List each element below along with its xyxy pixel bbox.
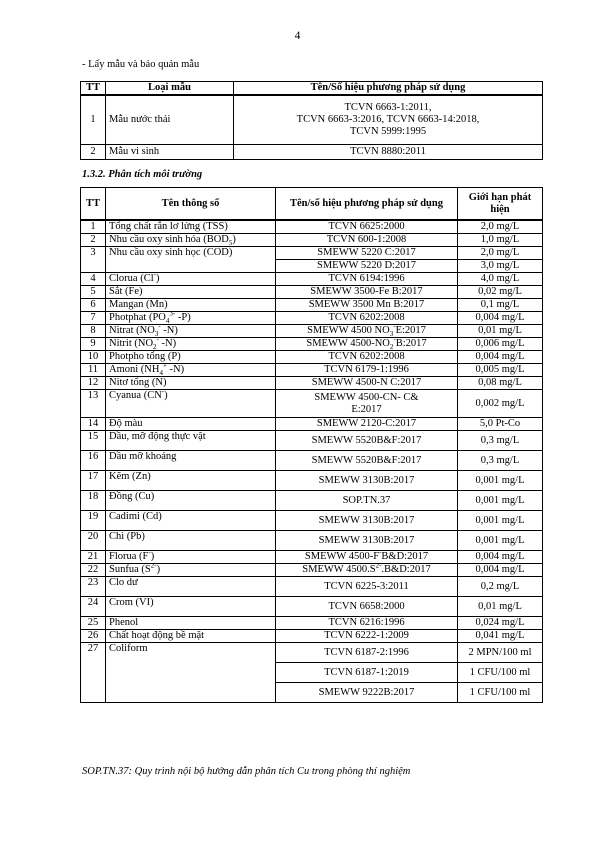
table-row xyxy=(81,471,543,491)
analysis-table xyxy=(80,187,543,703)
row-detection-limit: 0,041 mg/L xyxy=(458,630,543,643)
table-row xyxy=(81,234,543,247)
row-method: SOP.TN.37 xyxy=(276,491,458,511)
row-parameter: Crom (VI) xyxy=(106,597,276,617)
row-tt: 24 xyxy=(81,597,106,617)
row-detection-limit: 5,0 Pt-Co xyxy=(458,418,543,431)
row-method: TCVN 6222-1:2009 xyxy=(276,630,458,643)
row-detection-limit: 0,001 mg/L xyxy=(458,491,543,511)
table-row xyxy=(81,390,543,418)
row-tt: 10 xyxy=(81,351,106,364)
row-detection-limit: 0,004 mg/L xyxy=(458,312,543,325)
row-tt: 18 xyxy=(81,491,106,511)
row-detection-limit: 0,01 mg/L xyxy=(458,597,543,617)
row-parameter: Tổng chất rắn lơ lửng (TSS) xyxy=(106,220,276,234)
row-detection-limit: 0,001 mg/L xyxy=(458,511,543,531)
row-parameter: Clorua (Cl-) xyxy=(106,273,276,286)
row-detection-limit: 0,3 mg/L xyxy=(458,451,543,471)
table-row xyxy=(81,325,543,338)
row-tt: 13 xyxy=(81,390,106,418)
row-method: SMEWW $4500-NO_2^-B:2017$ xyxy=(276,338,458,351)
row-method: TCVN 6194:1996 xyxy=(276,273,458,286)
row-detection-limit: 0,006 mg/L xyxy=(458,338,543,351)
table-row xyxy=(81,377,543,390)
row-parameter: Dầu, mỡ động thực vật xyxy=(106,431,276,451)
table-row xyxy=(81,577,543,597)
section-title: 1.3.2. Phân tích môi trường xyxy=(82,169,203,180)
row-tt: 11 xyxy=(81,364,106,377)
row-detection-limit: 0,08 mg/L xyxy=(458,377,543,390)
row-parameter: Sunfua $(S^{2-})$ xyxy=(106,564,276,577)
row-detection-limit: 1 CFU/100 ml xyxy=(458,683,543,703)
row-detection-limit: 1,0 mg/L xyxy=(458,234,543,247)
table-row xyxy=(81,220,543,234)
row-tt: 17 xyxy=(81,471,106,491)
row-parameter: Phenol xyxy=(106,617,276,630)
row-parameter: Đồng (Cu) xyxy=(106,491,276,511)
row-method: SMEWW 4500-CN- C& E:2017 xyxy=(276,390,458,418)
table-row xyxy=(81,630,543,643)
row-method: SMEWW 5220 C:2017 xyxy=(276,247,458,260)
row-tt: 15 xyxy=(81,431,106,451)
row-tt: 14 xyxy=(81,418,106,431)
header-tt: TT xyxy=(81,82,106,96)
row-method: SMEWW 3130B:2017 xyxy=(276,471,458,491)
row-tt: 1 xyxy=(81,95,106,145)
row-method: TCVN 6179-1:1996 xyxy=(276,364,458,377)
row-parameter: Nitrat ($NO_3^-$ -N) xyxy=(106,325,276,338)
row-tt: 26 xyxy=(81,630,106,643)
table-row xyxy=(81,597,543,617)
row-method: SMEWW 3500-Fe B:2017 xyxy=(276,286,458,299)
row-method: TCVN 6187-2:1996 xyxy=(276,643,458,663)
row-parameter: Florua (F-) xyxy=(106,551,276,564)
header-method: Tên/Số hiệu phương pháp sử dụng xyxy=(234,82,543,96)
row-tt: 5 xyxy=(81,286,106,299)
table-header-row xyxy=(81,82,543,96)
table-header-row xyxy=(81,188,543,221)
table-row xyxy=(81,418,543,431)
row-parameter: Nhu cầu oxy sinh học (COD) xyxy=(106,247,276,273)
row-tt: 2 xyxy=(81,145,106,160)
row-method xyxy=(234,95,543,145)
row-method: SMEWW 4500 $NO_3^-E:2017$ xyxy=(276,325,458,338)
sampling-table xyxy=(80,81,543,160)
row-sample-type: Mẫu vi sinh xyxy=(106,145,234,160)
row-parameter: Chất hoạt động bề mặt xyxy=(106,630,276,643)
row-detection-limit: 3,0 mg/L xyxy=(458,260,543,273)
row-detection-limit: 2,0 mg/L xyxy=(458,247,543,260)
row-parameter: Clo dư xyxy=(106,577,276,597)
row-parameter: Cyanua (CN-) xyxy=(106,390,276,418)
row-tt: 25 xyxy=(81,617,106,630)
row-parameter: Dầu mỡ khoáng xyxy=(106,451,276,471)
row-parameter: Sắt (Fe) xyxy=(106,286,276,299)
row-tt: 22 xyxy=(81,564,106,577)
row-tt: 16 xyxy=(81,451,106,471)
row-detection-limit: 1 CFU/100 ml xyxy=(458,663,543,683)
row-parameter: Nhu cầu oxy sinh hóa $(BOD_5)$ xyxy=(106,234,276,247)
table-row xyxy=(81,95,543,145)
table-row xyxy=(81,351,543,364)
row-sample-type: Mẫu nước thải xyxy=(106,95,234,145)
table-row xyxy=(81,286,543,299)
row-method: SMEWW 3500 Mn B:2017 xyxy=(276,299,458,312)
row-tt: 27 xyxy=(81,643,106,703)
row-detection-limit: 0,001 mg/L xyxy=(458,531,543,551)
table-row xyxy=(81,643,543,663)
footnote: SOP.TN.37: Quy trình nội bộ hướng dẫn phân tích Cu trong phòng thí nghiệm xyxy=(82,766,411,777)
row-parameter: Amoni ($NH_4^+$ -N) xyxy=(106,364,276,377)
row-tt: 9 xyxy=(81,338,106,351)
row-tt: 2 xyxy=(81,234,106,247)
table-row xyxy=(81,145,543,160)
row-method: TCVN 6625:2000 xyxy=(276,220,458,234)
row-tt: 23 xyxy=(81,577,106,597)
method-line: TCVN 6663-1:2011, xyxy=(344,102,432,113)
header-parameter: Tên thông số xyxy=(106,188,276,221)
row-detection-limit: 0,3 mg/L xyxy=(458,431,543,451)
row-detection-limit: 0,001 mg/L xyxy=(458,471,543,491)
row-method: SMEWW 9222B:2017 xyxy=(276,683,458,703)
row-tt: 12 xyxy=(81,377,106,390)
row-detection-limit: 0,1 mg/L xyxy=(458,299,543,312)
header-detection-limit: Giới hạn phát hiện xyxy=(458,188,543,221)
row-method: TCVN 6187-1:2019 xyxy=(276,663,458,683)
table-row xyxy=(81,273,543,286)
row-detection-limit: 2,0 mg/L xyxy=(458,220,543,234)
table-row xyxy=(81,551,543,564)
table-row xyxy=(81,564,543,577)
row-method: TCVN 6658:2000 xyxy=(276,597,458,617)
row-method: SMEWW 5520B&F:2017 xyxy=(276,451,458,471)
table-row xyxy=(81,364,543,377)
table-row xyxy=(81,312,543,325)
row-parameter: Nitơ tổng (N) xyxy=(106,377,276,390)
table-row xyxy=(81,451,543,471)
row-method: SMEWW 5220 D:2017 xyxy=(276,260,458,273)
row-detection-limit: 0,004 mg/L xyxy=(458,551,543,564)
row-method: SMEWW 5520B&F:2017 xyxy=(276,431,458,451)
header-tt: TT xyxy=(81,188,106,221)
table-row xyxy=(81,491,543,511)
row-method: SMEWW $4500.S^{2-}.B\&D:2017$ xyxy=(276,564,458,577)
row-parameter: Photphat ($PO_4^{3-}$ -P) xyxy=(106,312,276,325)
row-parameter: Mangan (Mn) xyxy=(106,299,276,312)
row-method: TCVN 600-1:2008 xyxy=(276,234,458,247)
table-row xyxy=(81,431,543,451)
row-method: TCVN 6202:2008 xyxy=(276,312,458,325)
row-method: SMEWW 3130B:2017 xyxy=(276,531,458,551)
row-tt: 3 xyxy=(81,247,106,273)
row-tt: 6 xyxy=(81,299,106,312)
table-row xyxy=(81,299,543,312)
row-tt: 19 xyxy=(81,511,106,531)
row-parameter: Độ màu xyxy=(106,418,276,431)
row-detection-limit: 2 MPN/100 ml xyxy=(458,643,543,663)
row-detection-limit: 0,2 mg/L xyxy=(458,577,543,597)
row-method: SMEWW 4500-N C:2017 xyxy=(276,377,458,390)
row-method: TCVN 6202:2008 xyxy=(276,351,458,364)
header-sample-type: Loại mẫu xyxy=(106,82,234,96)
row-tt: 8 xyxy=(81,325,106,338)
row-tt: 1 xyxy=(81,220,106,234)
row-parameter: Coliform xyxy=(106,643,276,703)
row-tt: 21 xyxy=(81,551,106,564)
row-method: SMEWW 2120-C:2017 xyxy=(276,418,458,431)
row-detection-limit: 0,02 mg/L xyxy=(458,286,543,299)
row-method: SMEWW 4500-F-B&D:2017 xyxy=(276,551,458,564)
row-detection-limit: 0,01 mg/L xyxy=(458,325,543,338)
row-tt: 7 xyxy=(81,312,106,325)
row-detection-limit: 0,005 mg/L xyxy=(458,364,543,377)
row-method: TCVN 6216:1996 xyxy=(276,617,458,630)
row-parameter: Photpho tổng (P) xyxy=(106,351,276,364)
row-method: SMEWW 3130B:2017 xyxy=(276,511,458,531)
row-parameter: Nitrit ($NO_2^-$ -N) xyxy=(106,338,276,351)
row-detection-limit: 0,004 mg/L xyxy=(458,351,543,364)
row-detection-limit: 0,002 mg/L xyxy=(458,390,543,418)
header-method: Tên/số hiệu phương pháp sử dụng xyxy=(276,188,458,221)
row-method: TCVN 6225-3:2011 xyxy=(276,577,458,597)
method-line: TCVN 6663-3:2016, TCVN 6663-14:2018, xyxy=(296,114,480,125)
row-parameter: Cadimi (Cd) xyxy=(106,511,276,531)
intro-line: - Lấy mẫu và bảo quản mẫu xyxy=(82,59,200,70)
row-tt: 4 xyxy=(81,273,106,286)
row-tt: 20 xyxy=(81,531,106,551)
table-row xyxy=(81,617,543,630)
row-detection-limit: 0,004 mg/L xyxy=(458,564,543,577)
row-method: TCVN 8880:2011 xyxy=(234,145,543,160)
table-row xyxy=(81,511,543,531)
table-row xyxy=(81,338,543,351)
method-line: TCVN 5999:1995 xyxy=(349,126,427,137)
page-number: 4 xyxy=(294,30,301,42)
row-detection-limit: 4,0 mg/L xyxy=(458,273,543,286)
table-row xyxy=(81,531,543,551)
row-parameter: Kẽm (Zn) xyxy=(106,471,276,491)
row-detection-limit: 0,024 mg/L xyxy=(458,617,543,630)
row-parameter: Chì (Pb) xyxy=(106,531,276,551)
table-row xyxy=(81,247,543,260)
